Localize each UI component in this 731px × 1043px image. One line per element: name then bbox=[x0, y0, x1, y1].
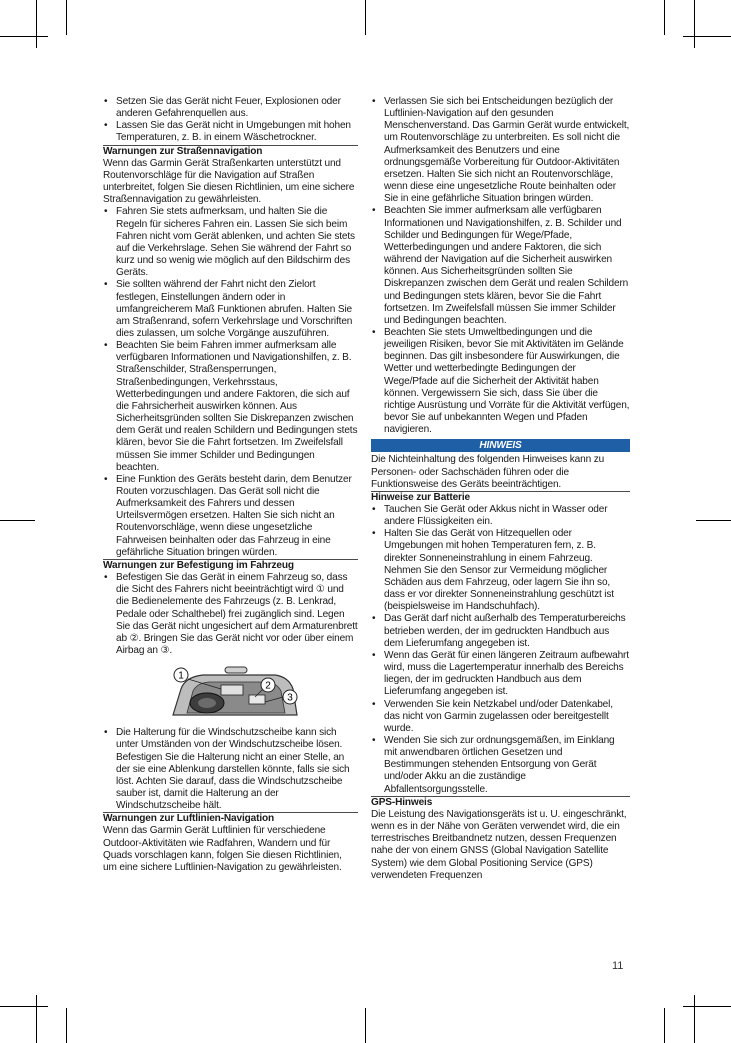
offroad-intro: Wenn das Garmin Gerät Luftlinien für verschiedene Outdoor-Aktivitäten wie Radfahren, Wandern und für Quads vorschlagen kann, folgen Sie diesen Richtlinien, um eine sichere Luftlinien-Navigation zu gewährleisten. bbox=[103, 825, 342, 873]
list-item: • Halten Sie das Gerät von Hitzequellen oder Umgebungen mit hohen Temperaturen fern, z. B. direkter Sonneneinstrahlung in einem Fahrzeug. Nehmen Sie den Sensor zur Vermeidung möglicher Schäden aus dem Fahrzeug, oder lagern Sie ihn so, dass er vor direkter Sonneneinstrahlung geschützt ist (beispielsweise im Handschuhfach). bbox=[371, 528, 630, 613]
list-item: • Verwenden Sie kein Netzkabel und/oder Datenkabel, das nicht von Garmin zugelassen oder bereitgestellt wurde. bbox=[371, 699, 630, 735]
callout-3-label: 3 bbox=[287, 692, 293, 704]
battery-bullet-list bbox=[371, 504, 630, 797]
list-item: • Wenden Sie sich zur ordnungsgemäßen, im Einklang mit anwendbaren örtlichen Gesetzen und Bestimmungen stehenden Entsorgung von Gerät und/oder Akku an die zuständige Abfallentsorgungsstelle. bbox=[371, 735, 630, 796]
left-column bbox=[103, 96, 358, 874]
dashboard-illustration bbox=[103, 659, 358, 723]
road-nav-intro: Wenn das Garmin Gerät Straßenkarten unterstützt und Routenvorschläge für die Navigation auf Straßen unterbreitet, folgen Sie diesen Richtlinien, um eine sichere Straßennavigation zu gewährleisten. bbox=[103, 157, 355, 206]
list-item: • Beachten Sie stets Umweltbedingungen und die jeweiligen Risiken, bevor Sie mit Aktivitäten im Gelände beginnen. Das gilt insbesondere für Auswirkungen, die Wetter und wetterbedingte Bedingungen der Wege/Pfade auf die Sicherheit der Aktivität haben können. Vergewissern Sie sich, dass Sie über die richtige Ausrüstung und Vorräte für die Aktivität verfügen, bevor Sie auf unbekannten Wegen und Pfaden navigieren. bbox=[371, 327, 630, 436]
offroad-bullet-list bbox=[371, 96, 630, 436]
list-item: • Befestigen Sie das Gerät in einem Fahrzeug so, dass die Sicht des Fahrers nicht beeinträchtigt wird ① und die Bedienelemente des Fahrzeugs (z. B. Lenkrad, Pedale oder Schalthebel) frei zugänglich sind. Legen Sie das Gerät nicht ungesichert auf dem Armaturenbrett ab ②. Bringen Sie das Gerät nicht vor oder über einem Airbag an ③. bbox=[103, 572, 358, 657]
callout-2-label: 2 bbox=[265, 680, 271, 692]
road-nav-bullet-list bbox=[103, 206, 358, 559]
dashboard-mounting-figure bbox=[103, 659, 358, 723]
list-item: • Eine Funktion des Geräts besteht darin, dem Benutzer Routen vorzuschlagen. Das Gerät soll nicht die Aufmerksamkeit des Fahrers und dessen Urteilsvermögen ersetzen. Halten Sie sich nicht an Routenvorschläge, wenn diese ungesetzliche Fahrweisen beinhalten oder das Fahrzeug in eine gefährliche Situation bringen würden. bbox=[103, 474, 358, 559]
list-item: • Tauchen Sie Gerät oder Akkus nicht in Wasser oder andere Flüssigkeiten ein. bbox=[371, 504, 630, 528]
gps-text: Die Leistung des Navigationsgeräts ist u. U. eingeschränkt, wenn es in der Nähe von Geräten verwendet wird, die ein terrestrisches Breitbandnetz nutzen, dessen Frequenzen nahe der von einem GNSS (Global Navigation Satellite System) wie dem Global Positioning Service (GPS) verwendeten Frequenzen bbox=[371, 808, 627, 881]
gps-heading: GPS-Hinweis bbox=[371, 796, 433, 808]
notice-text: Die Nichteinhaltung des folgenden Hinweises kann zu Personen- oder Sachschäden führen oder die Funktionsweise des Geräts beeinträchtigen. bbox=[371, 454, 630, 491]
offroad-heading: Warnungen zur Luftlinien-Navigation bbox=[103, 812, 358, 825]
mounting-heading: Warnungen zur Befestigung im Fahrzeug bbox=[103, 559, 358, 572]
list-item: • Sie sollten während der Fahrt nicht den Zielort festlegen, Einstellungen ändern oder in umfangreicherem Maß Funktionen abrufen. Halten Sie am Straßenrand, sofern Verkehrslage und Vorschriften dies zulassen, um solche Vorgänge auszuführen. bbox=[103, 279, 358, 340]
list-item: • Das Gerät darf nicht außerhalb des Temperaturbereichs betrieben werden, der im gedruckten Handbuch aus dem Lieferumfang angegeben ist. bbox=[371, 613, 630, 649]
list-item: • Beachten Sie immer aufmerksam alle verfügbaren Informationen und Navigationshilfen, z. B. Schilder und Schilder und Bedingungen für Wege/Pfade, Wetterbedingungen und andere Faktoren, die sich während der Navigation auf die Sicherheit auswirken können. Aus Sicherheitsgründen sollten Sie Diskrepanzen zwischen dem Gerät und realen Schildern und Bedingungen stets klären, bevor Sie die Fahrt fortsetzen. Im Zweifelsfall müssen Sie immer Schilder und Bedingungen beachten. bbox=[371, 205, 630, 327]
list-item: • Beachten Sie beim Fahren immer aufmerksam alle verfügbaren Informationen und Navigationshilfen, z. B. Straßenschilder, Straßensperrungen, Straßenbedingungen, Verkehrsstaus, Wetterbedingungen und andere Faktoren, die sich auf die Fahrsicherheit auswirken können. Aus Sicherheitsgründen sollten Sie Diskrepanzen zwischen dem Gerät und realen Schildern und Bedingungen stets klären, bevor Sie die Fahrt fortsetzen. Im Zweifelsfall müssen Sie immer Schilder und Bedingungen beachten. bbox=[103, 340, 358, 474]
page-number: 11 bbox=[612, 960, 624, 972]
battery-heading: Hinweise zur Batterie bbox=[371, 491, 470, 503]
list-item: • Die Halterung für die Windschutzscheibe kann sich unter Umständen von der Windschutzscheibe lösen. Befestigen Sie die Halterung nicht an einer Stelle, an der sie eine Ablenkung darstellen könnte, falls sie sich löst. Achten Sie darauf, dass die Windschutzscheibe sauber ist, damit die Halterung an der Windschutzscheibe hält. bbox=[103, 727, 358, 812]
mounting-bullet-list bbox=[103, 572, 358, 657]
list-item: • Verlassen Sie sich bei Entscheidungen bezüglich der Luftlinien-Navigation auf den gesunden Menschenverstand. Das Garmin Gerät wurde entwickelt, um Routenvorschläge zu unterbreiten. Es soll nicht die Aufmerksamkeit des Benutzers und eine ordnungsgemäße Vorbereitung für Outdoor-Aktivitäten ersetzen. Halten Sie sich nicht an Routenvorschläge, wenn diese eine ungesetzliche Route beinhalten oder Sie in eine gefährliche Situation bringen würden. bbox=[371, 96, 630, 205]
callout-1-label: 1 bbox=[178, 670, 184, 682]
notice-banner: HINWEIS bbox=[371, 439, 630, 452]
list-item: • Wenn das Gerät für einen längeren Zeitraum aufbewahrt wird, muss die Lagertemperatur innerhalb des Bereichs liegen, der im gedruckten Handbuch aus dem Lieferumfang angegeben ist. bbox=[371, 650, 630, 699]
list-item: • Fahren Sie stets aufmerksam, und halten Sie die Regeln für sicheres Fahren ein. Lassen Sie sich beim Fahren nicht vom Gerät ablenken, und achten Sie stets auf die Verkehrslage. Sehen Sie während der Fahrt so kurz und so wenig wie möglich auf den Bildschirm des Geräts. bbox=[103, 206, 358, 279]
right-column bbox=[371, 96, 630, 882]
list-item: • Lassen Sie das Gerät nicht in Umgebungen mit hohen Temperaturen, z. B. in einem Wäschetrockner. bbox=[103, 120, 358, 144]
mounting-bullet-list-2 bbox=[103, 727, 358, 812]
list-item: • Setzen Sie das Gerät nicht Feuer, Explosionen oder anderen Gefahrenquellen aus. bbox=[103, 96, 358, 120]
road-nav-heading: Warnungen zur Straßennavigation bbox=[103, 145, 358, 158]
intro-bullet-list bbox=[103, 96, 358, 145]
